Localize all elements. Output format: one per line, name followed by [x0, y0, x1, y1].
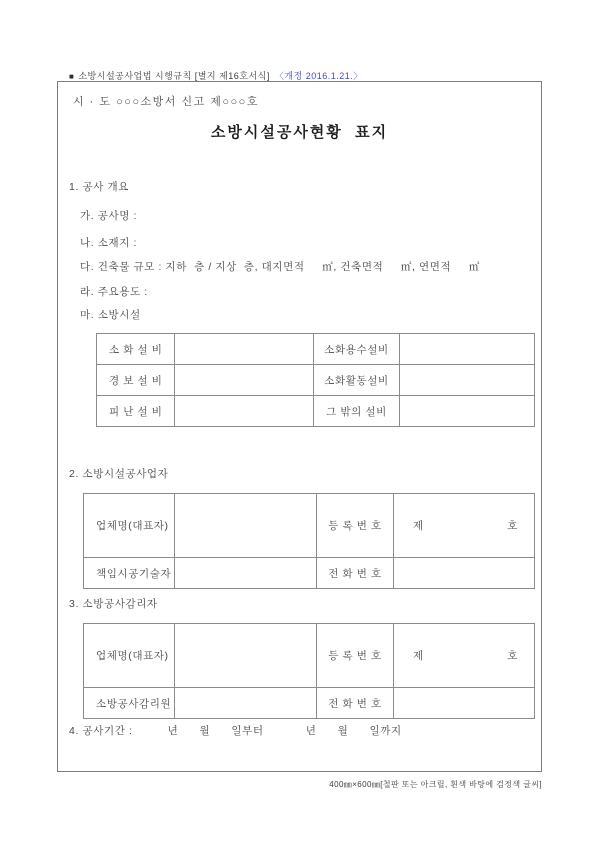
fire-facilities-line: 마. 소방시설	[80, 309, 141, 321]
phone-number-value	[394, 558, 535, 589]
firefighting-activity-equip-label: 소화활동설비	[314, 365, 400, 396]
number-prefix: 제	[413, 520, 424, 532]
registration-number-value	[394, 624, 535, 688]
building-scale-line: 다. 건축물 규모 : 지하 층 / 지상 층, 대지면적 ㎡, 건축면적 ㎡, 연면적 ㎡	[80, 261, 480, 273]
revision-date-text: 〈개정 2016.1.21.〉	[274, 71, 363, 81]
company-name-label: 업체명(대표자)	[84, 494, 175, 558]
phone-number-label: 전 화 번 호	[317, 558, 394, 589]
section-2-heading: 2. 소방시설공사업자	[69, 468, 169, 480]
section-3-heading: 3. 소방공사감리자	[69, 598, 158, 610]
contractor-table	[83, 493, 535, 589]
other-equip-value	[400, 396, 535, 427]
number-prefix: 제	[413, 650, 424, 662]
other-equip-label: 그 밖의 설비	[314, 396, 400, 427]
supervisor-table	[83, 623, 535, 719]
regulation-reference-text: 소방시설공사업법 시행규칙 [별지 제16호서식]	[78, 71, 270, 81]
company-name-value	[175, 494, 317, 558]
evacuation-equip-label: 피 난 설 비	[97, 396, 175, 427]
chief-engineer-label: 책임시공기술자	[84, 558, 175, 589]
extinguishing-equip-value	[175, 334, 314, 365]
alarm-equip-value	[175, 365, 314, 396]
form-sheet-border	[57, 81, 542, 772]
table-row	[84, 688, 535, 719]
table-row	[97, 365, 535, 396]
company-name-label: 업체명(대표자)	[84, 624, 175, 688]
supervising-agent-value	[175, 688, 317, 719]
table-row	[97, 396, 535, 427]
form-title: 소방시설공사현황 표지	[210, 124, 389, 141]
doc-number-line: 시 · 도 ○○○소방서 신고 제○○○호	[73, 96, 259, 108]
registration-number-label: 등 록 번 호	[317, 624, 394, 688]
section-4-construction-period-line: 4. 공사기간 : 년 월 일부터 년 월 일까지	[69, 725, 402, 737]
phone-number-label: 전 화 번 호	[317, 688, 394, 719]
table-row	[84, 558, 535, 589]
chief-engineer-value	[175, 558, 317, 589]
company-name-value	[175, 624, 317, 688]
construction-name-line: 가. 공사명 :	[80, 210, 138, 222]
number-suffix: 호	[507, 650, 518, 662]
fire-facilities-table	[96, 333, 535, 427]
supervising-agent-label: 소방공사감리원	[84, 688, 175, 719]
water-supply-equip-value	[400, 334, 535, 365]
table-row	[97, 334, 535, 365]
sign-spec-note: 400㎜×600㎜[철판 또는 아크릴, 흰색 바탕에 검정색 글씨]	[329, 780, 542, 789]
number-suffix: 호	[507, 520, 518, 532]
registration-number-value	[394, 494, 535, 558]
table-row	[84, 494, 535, 558]
extinguishing-equip-label: 소 화 설 비	[97, 334, 175, 365]
phone-number-value	[394, 688, 535, 719]
evacuation-equip-value	[175, 396, 314, 427]
square-bullet-icon: ■	[69, 72, 75, 81]
table-row	[84, 624, 535, 688]
location-line: 나. 소재지 :	[80, 237, 138, 249]
firefighting-activity-equip-value	[400, 365, 535, 396]
alarm-equip-label: 경 보 설 비	[97, 365, 175, 396]
registration-number-label: 등 록 번 호	[317, 494, 394, 558]
main-use-line: 라. 주요용도 :	[80, 286, 148, 298]
section-1-heading: 1. 공사 개요	[69, 181, 129, 193]
water-supply-equip-label: 소화용수설비	[314, 334, 400, 365]
